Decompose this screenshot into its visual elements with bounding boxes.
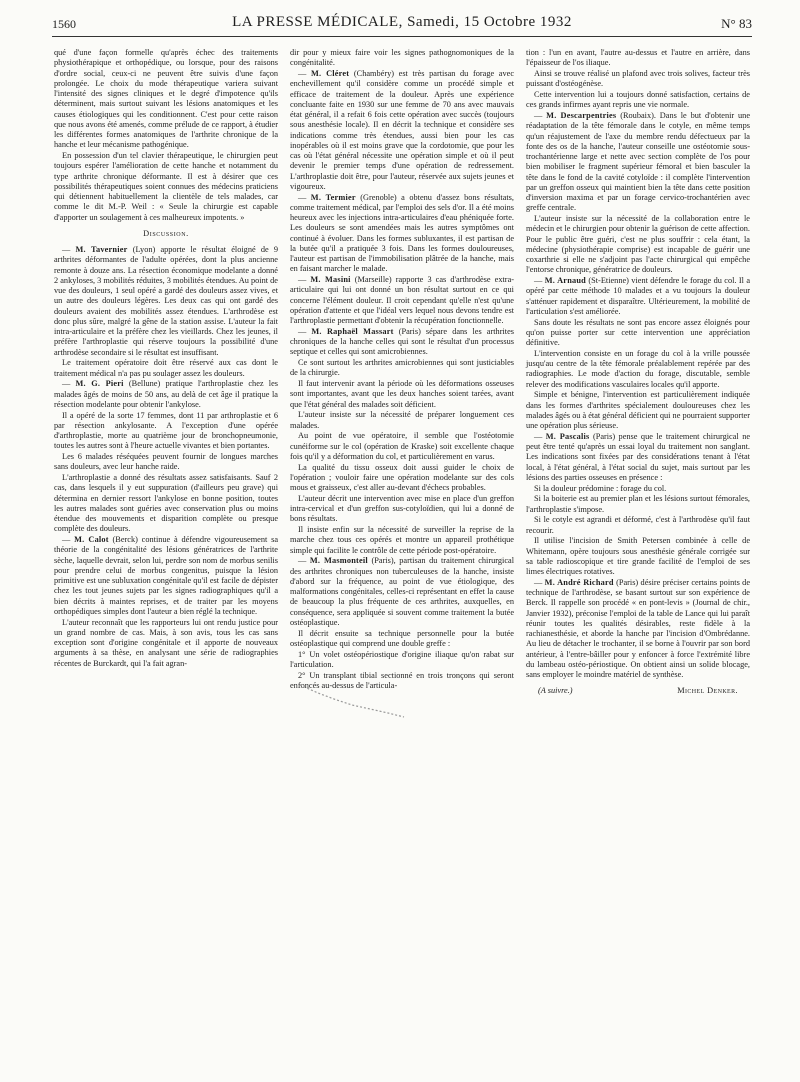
- speaker-name: M. Cléret: [310, 69, 350, 78]
- speaker-name: M. Termier: [310, 192, 356, 202]
- paragraph: Ce sont surtout les arthrites amicrobiennes qui sont justiciables de la chirurgie.: [290, 358, 514, 378]
- author-signature: Michel Denker.: [677, 686, 738, 696]
- paragraph-termier: — M. Termier (Grenoble) a obtenu d'assez bons résultats, comme traitement médical, par l'emploi des sels d'or. Il a été moins heureux avec les injections intra-articulaires d'eau phéniquée forte. Les douleurs se sont amendées mais les autres symptômes ont continué à évoluer. Dans les formes subluxantes, il est partisan de la butée qu'il a pratiquée 3 fois. Dans les formes douloureuses, l'auteur est partisan de l'immobilisation plâtrée de la hanche, mais en faisant marcher le malade.: [290, 192, 514, 274]
- paragraph: qué d'une façon formelle qu'après échec des traitements physiothérapique et orthopédique, ou lorsque, pour des raisons d'ordre social, ceux-ci ne peuvent être suivis d'une façon prolongée. Le choix du mode thérapeutique variera suivant l'intensité des signes cliniques et le degré d'impotence qu'ils déterminent, mais surtout suivant les lésions anatomiques et les causes étiologiques qui les conditionnent. C'est pour cette raison que nous avons été amenés, comme prélude de ce rapport, à étudier les différentes formes anatomiques de l'arthrite chronique de la hanche et leur mécanisme pathogénique.: [54, 48, 278, 150]
- paragraph: La qualité du tissu osseux doit aussi guider le choix de l'opération ; vouloir faire une opération modelante sur des cols mous et graisseux, c'est aller au-devant d'échecs probables.: [290, 462, 514, 492]
- paragraph: Si la douleur prédomine : forage du col.: [534, 483, 667, 493]
- paragraph-massart: — M. Raphaël Massart (Paris) sépare dans les arthrites chroniques de la hanche celles qui sont le résultat d'un processus septique et celles qui sont amicrobiennes.: [290, 326, 514, 357]
- paragraph-pieri: — M. G. Pieri (Bellune) pratique l'arthroplastie chez les malades âgés de moins de 50 ans, au delà de cet âge il pratique la résection modelante pour obtenir l'ankylose.: [54, 379, 279, 409]
- paragraph: Simple et bénigne, l'intervention est particulièrement indiquée dans les formes d'arthrites spécialement douloureuses chez les malades âgés ou à état général déficient qui ne pourraient supporter une opération plus sérieuse.: [526, 390, 750, 430]
- speaker-name: M. G. Pieri: [75, 379, 124, 389]
- speaker-name: M. André Richard: [544, 577, 614, 587]
- speaker-name: M. Descarpentries: [546, 111, 617, 120]
- paragraph: Si le cotyle est agrandi et déformé, c'est à l'arthrodèse qu'il faut recourir.: [526, 515, 750, 535]
- speaker-name: M. Pascalis: [545, 431, 590, 441]
- page-header: [52, 14, 752, 34]
- paragraph-arnaud: — M. Arnaud (St-Etienne) vient défendre le forage du col. Il a opéré par cette méthode 10 malades et a vu toujours la douleur s'atténuer rapidement et disparaître. Ultérieurement, la mobilité de l'articulation s'est améliorée.: [526, 276, 751, 316]
- to-be-continued: (A suivre.): [538, 686, 573, 696]
- paragraph: Il insiste enfin sur la nécessité de surveiller la reprise de la marche chez tous ces opérés et montre un appareil prothétique simple qui facilite le contrôle de cette période post-opératoire.: [290, 525, 514, 555]
- paragraph: Ainsi se trouve réalisé un plafond avec trois solives, facteur très puissant d'ostéogénèse.: [526, 69, 750, 89]
- paragraph: Il a opéré de la sorte 17 femmes, dont 11 par arthroplastie et 6 par résection ankylosante. A l'exception d'une opérée d'arthroplastie, morte au quatrième jour de bronchopneumonie, toutes les autres sont à l'heure actuelle vivantes et bien portantes.: [54, 410, 278, 451]
- speaker-name: M. Calot: [74, 535, 109, 544]
- paragraph: L'auteur décrit une intervention avec mise en place d'un greffon intra-cervical et d'un greffon sus-cotyloïdien, qui lui a donné de bons résultats.: [290, 493, 514, 524]
- paragraph: tion : l'un en avant, l'autre au-dessus et l'autre en arrière, dans l'épaisseur de l'os iliaque.: [526, 48, 750, 68]
- paragraph: L'auteur insiste sur la nécessité de la collaboration entre le médecin et le chirurgien pour obtenir la guérison de cette affection. Pour le public être guéri, c'est ne plus souffrir : cela étant, la médecine (physiothérapie comprise) est incapable de guérir une coxarthrie si elle ne s'adjoint pas l'acte chirurgical qui empêche l'entorse chronique, génératrice de douleurs.: [526, 214, 750, 275]
- paragraph: Cette intervention lui a toujours donné satisfaction, certains de ces grands infirmes ayant repris une vie normale.: [526, 90, 750, 110]
- paragraph: Au point de vue opératoire, il semble que l'ostéotomie cunéiforme sur le col (opération de Kraske) soit excellente chaque fois qu'il y a déformation du col, et particulièrement en varus.: [290, 431, 514, 461]
- signature-line: [526, 686, 750, 696]
- paragraph-masini: — M. Masini (Marseille) rapporte 3 cas d'arthrodèse extra-articulaire qui lui ont donné un bon résultat surtout en ce qui concerne l'élément douleur. Il croit cependant qu'elle n'est qu'une opération d'attente et que l'idéal vers lequel nous devons tendre est l'arthroplastie permettant d'obtenir la récupération fonctionnelle.: [290, 275, 515, 325]
- journal-title: LA PRESSE MÉDICALE, Samedi, 15 Octobre 1932: [232, 14, 572, 30]
- paragraph: L'intervention consiste en un forage du col à la vrille poussée jusqu'au centre de la tête fémorale préalablement repérée par des radiographies. Le mode d'action du forage, discutable, semble relever des modifications vasculaires locales qu'il apporte.: [526, 348, 750, 389]
- issue-number: N° 83: [721, 16, 752, 31]
- page-number: 1560: [52, 17, 76, 31]
- paragraph: dir pour y mieux faire voir les signes pathognomoniques de la congénitalité.: [290, 48, 514, 68]
- paragraph: 2° Un transplant tibial sectionné en trois tronçons qui seront enfoncés au-dessus de l'articula-: [290, 670, 514, 690]
- paragraph: L'auteur insiste sur la nécessité de préparer longuement ces malades.: [290, 410, 514, 430]
- paragraph: L'auteur reconnaît que les rapporteurs lui ont rendu justice pour un grand nombre de cas. Mais, à son avis, tous les cas sans exception sont d'origine congénitale et il apporte de nouveaux arguments à sa thèse, en analysant une série de radiographies récentes de Burckardt, qui l'a fait agran-: [54, 617, 278, 668]
- paragraph-tavernier: — M. Tavernier (Lyon) apporte le résultat éloigné de 9 arthrites déformantes de l'adulte opérées, dont la plus ancienne remonte à douze ans. La résection économique modelante a donné 2 ankyloses, 3 mobilités réduites, 3 mobilités étendues. Au point de vue des douleurs, 1 seul opéré a gardé des douleurs assez vives, et un autre des douleurs légères. Les deux cas qui ont gardé des douleurs avaient des mobilités assez étendues. L'arthrodèse est donc plus sûre, malgré la gêne de la station assise. L'auteur la fait intra-articulaire et la préfère chez les vieillards. Chez les jeunes, il préfère l'arthroplastie qui réserve toujours la possibilité d'une arthrodèse secondaire si le résultat est insuffisant.: [54, 245, 278, 357]
- paragraph: Si la boiterie est au premier plan et les lésions surtout fémorales, l'arthroplastie s'impose.: [526, 494, 750, 514]
- section-heading: Discussion.: [143, 228, 189, 238]
- speaker-name: M. Arnaud: [544, 276, 586, 285]
- paragraph: En possession d'un tel clavier thérapeutique, le chirurgien peut toujours espérer l'amélioration de cette hanche et notamment du type arthrite chronique déformante. Il est à désirer que ces possibilités thérapeutiques soient connues des médecins praticiens qui détiennent habituellement la clientèle de tels malades, car comme le dit M.-P. Weil : « Seule la chirurgie est capable d'apporter un soulagement à ces malheureux impotents. »: [54, 151, 278, 222]
- paragraph: Il utilise l'incision de Smith Petersen combinée à celle de Whitemann, opère toujours sous anesthésie générale corrigée sur sa table radioscopique et tire grande facilité de l'emploi de ses limes électriques rotatives.: [526, 536, 750, 576]
- paragraph: L'arthroplastie a donné des résultats assez satisfaisants. Sauf 2 cas, dans lesquels il y eut suppuration (d'ailleurs peu grave) qui détermina en dernier ressort l'ankylose en bonne position, toutes les autres malades sont guéries avec conservation plus ou moins étendue des mouvements et disparition complète ou presque complète des douleurs.: [54, 473, 278, 534]
- paragraph-richard: — M. André Richard (Paris) désire préciser certains points de technique de l'arthrodèse, se basant surtout sur son expérience de Berck. Il rappelle son procédé « en pont-levis » (Journal de chir., Janvier 1932), préconise l'emploi de la table de Lance qui lui paraît réunir toutes les qualités désirables, reste fidèle à la rachianesthésie, et aborde la hanche par l'incision d'Ombrédanne. Au lieu de détacher le trochanter, il se borne à l'ouvrir par son bord antérieur, à l'entre-bâiller pour y enfoncer à force l'extrémité libre du lambeau ostéo-périostique. On obtient ainsi un solide blocage, sans employer le moindre matériel de synthèse.: [526, 577, 751, 679]
- paragraph: Les 6 malades réséquées peuvent fournir de longues marches sans douleurs, avec leur hanche raide.: [54, 452, 278, 472]
- paragraph-cleret: — M. Cléret (Chambéry) est très partisan du forage avec enchevillement qu'il considère comme un procédé simple et efficace de traitement de la douleur. Après une expérience concluante faite en 1930 sur une femme de 70 ans avec mauvais état général, il a refait 6 fois cette opération avec succès (toujours sous anesthésie locale). Il en décrit la technique et considère ses indications comme très étendues, aussi bien pour les cas inopérables où il est moins grave que la cordotomie, que pour les cas où l'état général nécessite une opération simple et où il peut devenir le premier temps d'une opération de redressement. L'arthroplastie doit être, pour l'auteur, réservée aux sujets jeunes et vigoureux.: [290, 69, 515, 191]
- paragraph-masmonteil: — M. Masmonteil (Paris), partisan du traitement chirurgical des arthrites chroniques non tuberculeuses de la hanche, insiste d'abord sur la fréquence, au point de vue étiologique, des malformations congénitales, celles-ci représentant en effet la cause de beaucoup la plus fréquente de ces arthrites, auxquelles, en conséquence, sera appliquée si souvent comme traitement la butée ostéoplastique.: [290, 556, 515, 627]
- paragraph: Il décrit ensuite sa technique personnelle pour la butée ostéoplastique qui comprend une double greffe :: [290, 628, 514, 648]
- paragraph: Il faut intervenir avant la période où les déformations osseuses sont importantes, avant que les deux hanches soient tarées, avant que l'état général des malades soit déficient.: [290, 379, 514, 409]
- paragraph: Sans doute les résultats ne sont pas encore assez éloignés pour qu'on puisse porter sur cette intervention une appréciation définitive.: [526, 317, 750, 347]
- column-2: [290, 48, 514, 692]
- paragraph-pascalis: — M. Pascalis (Paris) pense que le traitement chirurgical ne peut être tenté qu'après un essai loyal du traitement non sanglant. Les indications sont fixées par des considérations tenant à l'état local, à l'état général, à l'état social du sujet, mais surtout par les lésions des parties osseuses en présence :: [526, 431, 751, 482]
- paragraph-calot: — M. Calot (Berck) continue à défendre vigoureusement sa théorie de la congénitalité des lésions génératrices de l'arthrite sèche, laquelle devrait, selon lui, perdre son nom de morbus senilis pour prendre celui de morbus congenitus, puisque la lésion primitive est une subluxation congénitale qu'il est facile de dépister chez les tout jeunes sujets par les signes radiographiques qu'il a bien décrits à maintes reprises, et de traiter par les moyens orthopédiques simples dont l'auteur a bien réglé la technique.: [54, 535, 279, 616]
- header-rule: [52, 36, 752, 37]
- speaker-name: M. Masmonteil: [309, 556, 368, 566]
- speaker-name: M. Raphaël Massart: [311, 326, 394, 336]
- speaker-name: M. Masini: [310, 275, 351, 284]
- column-1: [54, 48, 278, 669]
- column-3: [526, 48, 750, 697]
- speaker-name: M. Tavernier: [75, 245, 128, 254]
- paragraph-descarpentries: — M. Descarpentries (Roubaix). Dans le but d'obtenir une réadaptation de la tête fémorale dans le cotyle, en même temps qu'un réajustement de l'axe du membre rendu défectueux par la fonte des os de la hanche, l'auteur conseille une ostéotomie sous-trochantérienne large et nette avec section complète de l'os pour bien mobiliser le fragment supérieur fémoral et bien basculer la tête dans le fond de la cavité cotyloïde : il complète l'intervention par un greffon osseux qui maintient bien la tête dans cette position d'inversion maxima et par un forage cervico-trochantérien avec greffe centrale.: [526, 111, 751, 213]
- paragraph: Le traitement opératoire doit être réservé aux cas dont le traitement médical n'a pas pu soulager assez les douleurs.: [54, 358, 278, 378]
- scan-smudge: [300, 683, 420, 723]
- paragraph: 1° Un volet ostéopériostique d'origine iliaque qu'on rabat sur l'articulation.: [290, 649, 514, 669]
